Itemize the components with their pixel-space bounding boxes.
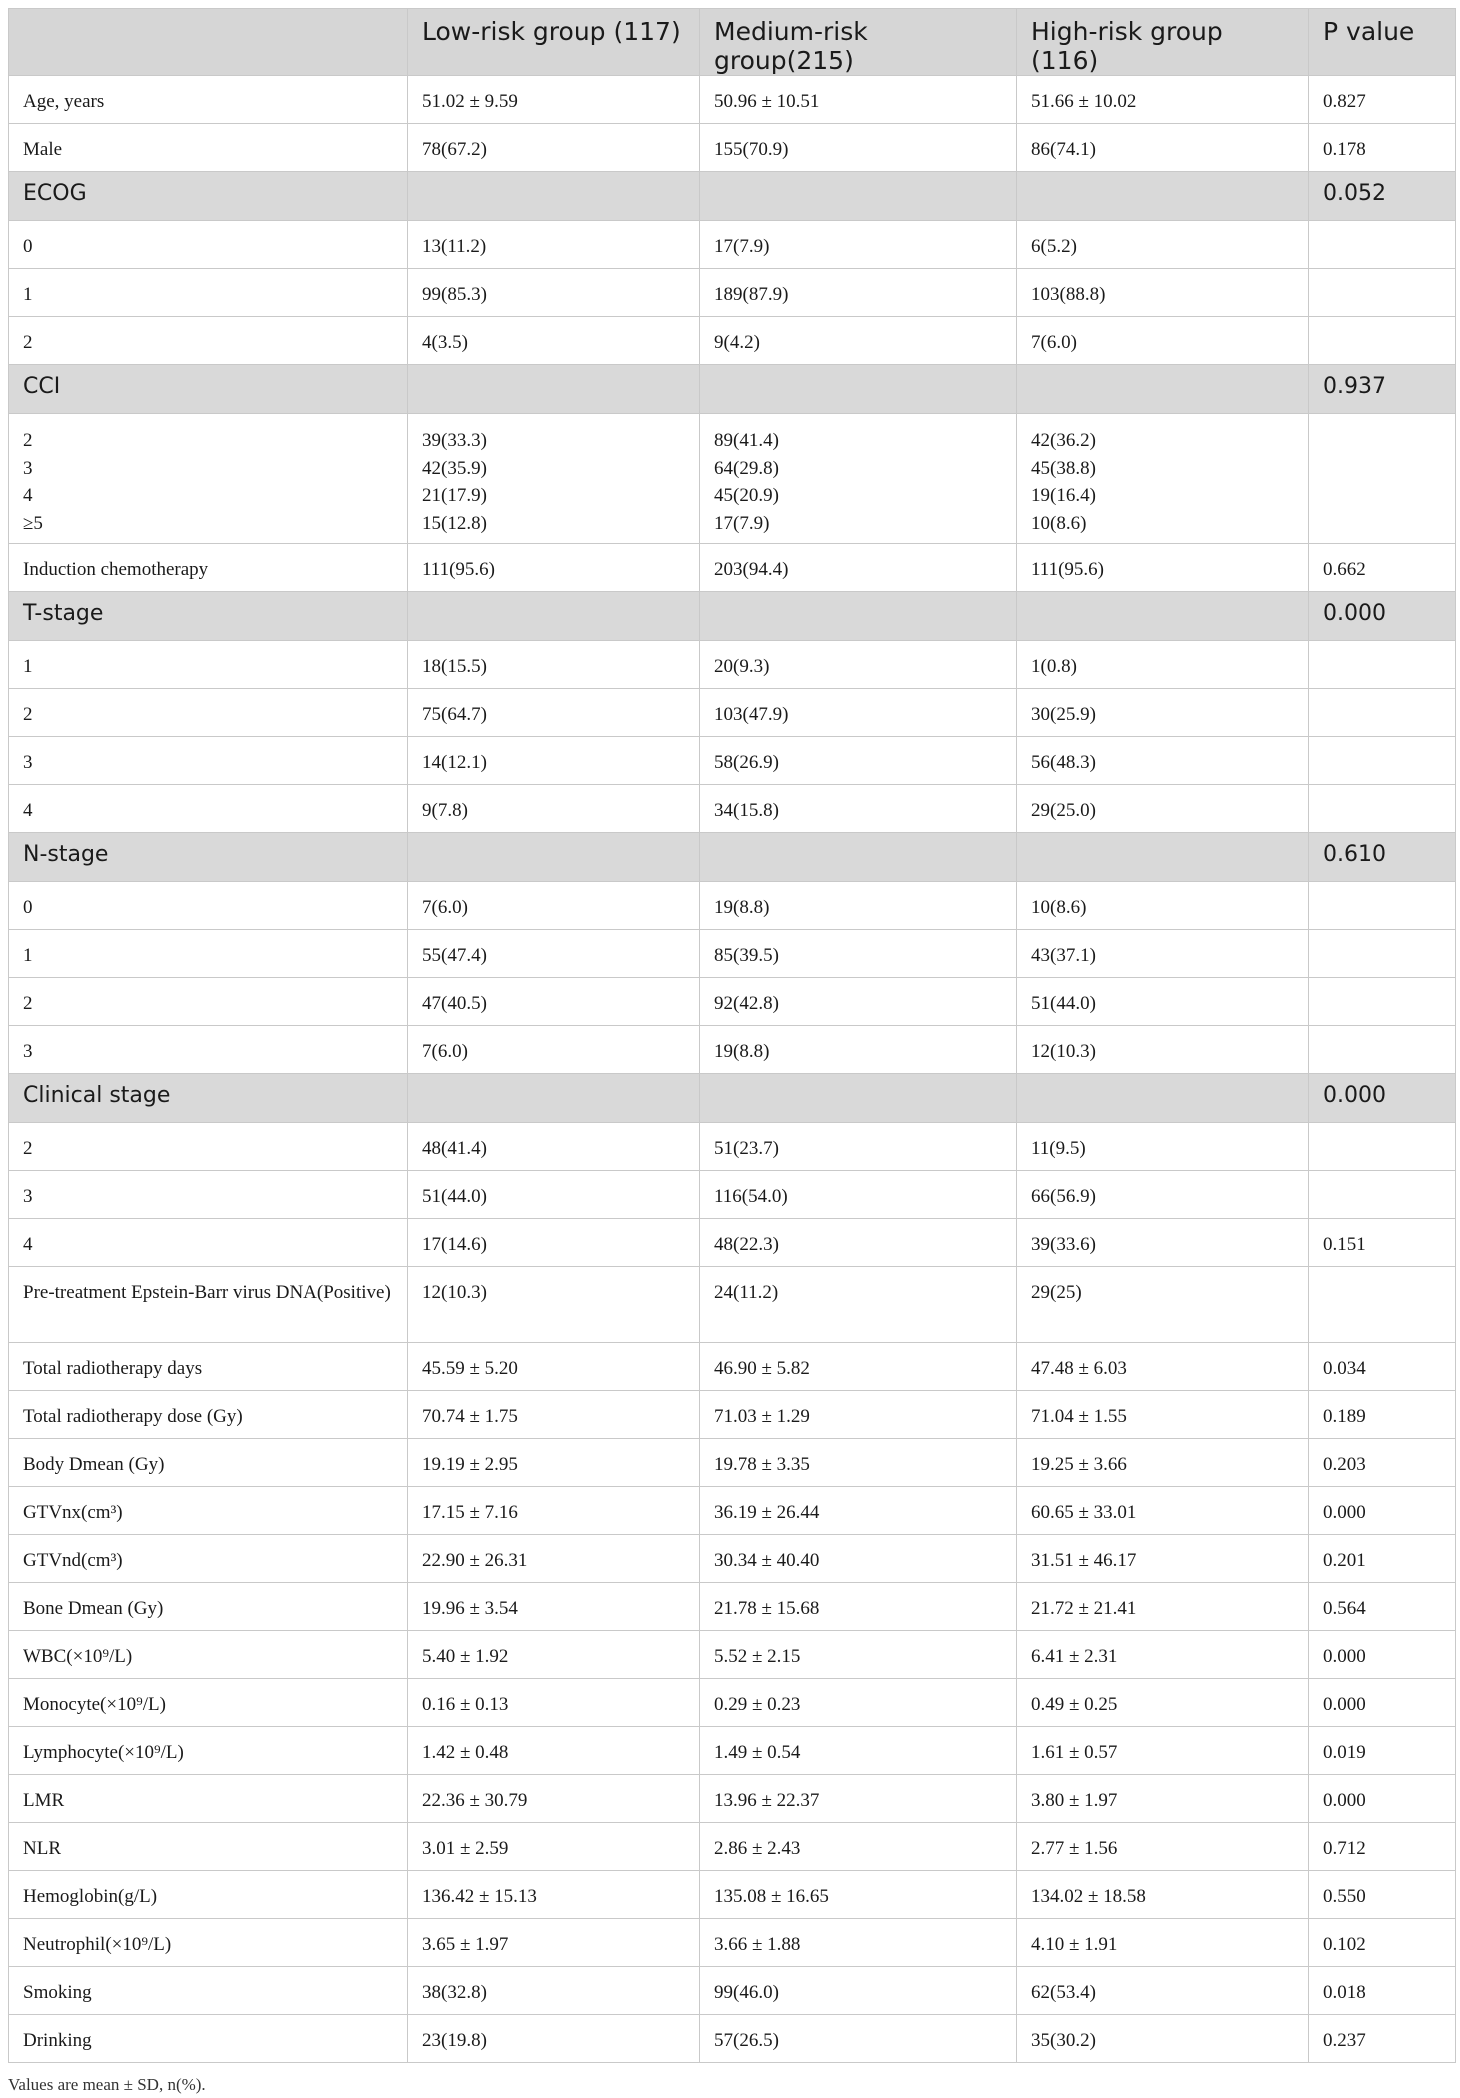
p-value-cell: 0.000 [1309, 1487, 1456, 1535]
table-row [9, 2015, 1456, 2063]
low-risk-cell [408, 414, 700, 544]
variable-cell: Total radiotherapy dose (Gy) [9, 1391, 408, 1439]
cell-line: 3 [23, 457, 33, 479]
p-value-cell [1309, 414, 1456, 544]
medium-risk-cell: 3.66 ± 1.88 [700, 1919, 1017, 1967]
variable-cell: NLR [9, 1823, 408, 1871]
table-row [9, 1391, 1456, 1439]
variable-cell: Hemoglobin(g/L) [9, 1871, 408, 1919]
section-row [9, 833, 1456, 882]
cell-line: ≥5 [23, 512, 43, 534]
high-risk-cell: 39(33.6) [1017, 1219, 1309, 1267]
medium-risk-cell: 50.96 ± 10.51 [700, 76, 1017, 124]
p-value-cell [1309, 641, 1456, 689]
variable-cell: 2 [9, 978, 408, 1026]
table-row [9, 1439, 1456, 1487]
table-row [9, 1219, 1456, 1267]
medium-risk-cell: 189(87.9) [700, 269, 1017, 317]
table-row [9, 1775, 1456, 1823]
high-risk-cell: 21.72 ± 21.41 [1017, 1583, 1309, 1631]
high-risk-cell [1017, 1074, 1309, 1123]
variable-cell: Monocyte(×10⁹/L) [9, 1679, 408, 1727]
table-row [9, 76, 1456, 124]
header-variable [9, 9, 408, 76]
p-value-cell [1309, 737, 1456, 785]
variable-cell: GTVnx(cm³) [9, 1487, 408, 1535]
high-risk-cell: 47.48 ± 6.03 [1017, 1343, 1309, 1391]
high-risk-cell: 11(9.5) [1017, 1123, 1309, 1171]
high-risk-cell: 1(0.8) [1017, 641, 1309, 689]
p-value-cell [1309, 317, 1456, 365]
variable-cell: Body Dmean (Gy) [9, 1439, 408, 1487]
medium-risk-cell [700, 414, 1017, 544]
variable-cell: Clinical stage [9, 1074, 408, 1123]
high-risk-cell: 0.49 ± 0.25 [1017, 1679, 1309, 1727]
low-risk-cell: 99(85.3) [408, 269, 700, 317]
table-header-row [9, 9, 1456, 76]
table-row [9, 544, 1456, 592]
medium-risk-cell [700, 365, 1017, 414]
table-row [9, 1871, 1456, 1919]
variable-cell: ECOG [9, 172, 408, 221]
p-value-cell [1309, 1171, 1456, 1219]
low-risk-cell: 22.36 ± 30.79 [408, 1775, 700, 1823]
high-risk-cell: 6(5.2) [1017, 221, 1309, 269]
medium-risk-cell: 58(26.9) [700, 737, 1017, 785]
low-risk-cell: 19.96 ± 3.54 [408, 1583, 700, 1631]
high-risk-cell: 51(44.0) [1017, 978, 1309, 1026]
medium-risk-cell: 103(47.9) [700, 689, 1017, 737]
variable-cell: Age, years [9, 76, 408, 124]
medium-risk-cell: 5.52 ± 2.15 [700, 1631, 1017, 1679]
high-risk-cell: 60.65 ± 33.01 [1017, 1487, 1309, 1535]
low-risk-cell: 3.65 ± 1.97 [408, 1919, 700, 1967]
variable-cell: 4 [9, 785, 408, 833]
variable-cell: Neutrophil(×10⁹/L) [9, 1919, 408, 1967]
table-row [9, 1026, 1456, 1074]
variable-cell: LMR [9, 1775, 408, 1823]
low-risk-cell: 51(44.0) [408, 1171, 700, 1219]
high-risk-cell [1017, 414, 1309, 544]
header-high-risk: High-risk group (116) [1017, 9, 1309, 76]
table-row [9, 1171, 1456, 1219]
variable-cell: 2 [9, 1123, 408, 1171]
medium-risk-cell: 135.08 ± 16.65 [700, 1871, 1017, 1919]
medium-risk-cell: 2.86 ± 2.43 [700, 1823, 1017, 1871]
variable-cell: 0 [9, 221, 408, 269]
medium-risk-cell: 36.19 ± 26.44 [700, 1487, 1017, 1535]
high-risk-cell: 56(48.3) [1017, 737, 1309, 785]
p-value-cell: 0.034 [1309, 1343, 1456, 1391]
p-value-cell [1309, 689, 1456, 737]
medium-risk-cell: 51(23.7) [700, 1123, 1017, 1171]
medium-risk-cell: 48(22.3) [700, 1219, 1017, 1267]
variable-cell: 3 [9, 1026, 408, 1074]
high-risk-cell: 31.51 ± 46.17 [1017, 1535, 1309, 1583]
p-value-cell [1309, 1267, 1456, 1343]
p-value-cell: 0.203 [1309, 1439, 1456, 1487]
variable-cell: 2 [9, 317, 408, 365]
p-value-cell: 0.201 [1309, 1535, 1456, 1583]
table-row [9, 269, 1456, 317]
cell-line: 42(36.2) [1031, 430, 1096, 451]
medium-risk-cell: 85(39.5) [700, 930, 1017, 978]
high-risk-cell: 111(95.6) [1017, 544, 1309, 592]
high-risk-cell [1017, 365, 1309, 414]
high-risk-cell: 62(53.4) [1017, 1967, 1309, 2015]
low-risk-cell: 3.01 ± 2.59 [408, 1823, 700, 1871]
medium-risk-cell: 13.96 ± 22.37 [700, 1775, 1017, 1823]
low-risk-cell: 13(11.2) [408, 221, 700, 269]
low-risk-cell: 78(67.2) [408, 124, 700, 172]
low-risk-cell: 23(19.8) [408, 2015, 700, 2063]
table-row [9, 689, 1456, 737]
characteristics-table [8, 8, 1456, 2063]
table-row [9, 1123, 1456, 1171]
cell-line: 4 [23, 485, 33, 506]
variable-cell: 3 [9, 737, 408, 785]
medium-risk-cell: 20(9.3) [700, 641, 1017, 689]
variable-cell: Male [9, 124, 408, 172]
low-risk-cell [408, 1074, 700, 1123]
low-risk-cell: 51.02 ± 9.59 [408, 76, 700, 124]
low-risk-cell: 5.40 ± 1.92 [408, 1631, 700, 1679]
medium-risk-cell: 57(26.5) [700, 2015, 1017, 2063]
table-container [8, 8, 1455, 2095]
table-row [9, 1967, 1456, 2015]
table-row [9, 317, 1456, 365]
p-value-cell [1309, 221, 1456, 269]
table-row [9, 641, 1456, 689]
p-value-cell: 0.019 [1309, 1727, 1456, 1775]
cell-line: 19(16.4) [1031, 485, 1096, 506]
section-row [9, 172, 1456, 221]
cell-line: 45(38.8) [1031, 457, 1096, 479]
cell-line: 64(29.8) [714, 457, 779, 479]
variable-cell: CCI [9, 365, 408, 414]
low-risk-cell: 111(95.6) [408, 544, 700, 592]
variable-cell: Smoking [9, 1967, 408, 2015]
high-risk-cell: 86(74.1) [1017, 124, 1309, 172]
variable-cell: Bone Dmean (Gy) [9, 1583, 408, 1631]
medium-risk-cell: 155(70.9) [700, 124, 1017, 172]
low-risk-cell: 136.42 ± 15.13 [408, 1871, 700, 1919]
variable-cell: GTVnd(cm³) [9, 1535, 408, 1583]
table-row [9, 978, 1456, 1026]
table-row [9, 737, 1456, 785]
high-risk-cell [1017, 172, 1309, 221]
section-row [9, 365, 1456, 414]
table-row [9, 1823, 1456, 1871]
cell-line: 17(7.9) [714, 512, 770, 534]
high-risk-cell [1017, 833, 1309, 882]
low-risk-cell [408, 172, 700, 221]
variable-cell: 4 [9, 1219, 408, 1267]
p-value-cell: 0.189 [1309, 1391, 1456, 1439]
variable-cell: Drinking [9, 2015, 408, 2063]
header-p-value: P value [1309, 9, 1456, 76]
p-value-cell: 0.937 [1309, 365, 1456, 414]
table-footnote: Values are mean ± SD, n(%). [8, 2075, 206, 2094]
low-risk-cell: 9(7.8) [408, 785, 700, 833]
table-row [9, 1343, 1456, 1391]
high-risk-cell: 12(10.3) [1017, 1026, 1309, 1074]
p-value-cell [1309, 882, 1456, 930]
variable-cell: 3 [9, 1171, 408, 1219]
table-row [9, 1583, 1456, 1631]
low-risk-cell: 75(64.7) [408, 689, 700, 737]
high-risk-cell: 71.04 ± 1.55 [1017, 1391, 1309, 1439]
high-risk-cell: 29(25) [1017, 1267, 1309, 1343]
high-risk-cell: 2.77 ± 1.56 [1017, 1823, 1309, 1871]
p-value-cell: 0.000 [1309, 1631, 1456, 1679]
variable-cell: Total radiotherapy days [9, 1343, 408, 1391]
p-value-cell: 0.827 [1309, 76, 1456, 124]
p-value-cell [1309, 1026, 1456, 1074]
table-row [9, 930, 1456, 978]
medium-risk-cell: 19(8.8) [700, 882, 1017, 930]
high-risk-cell: 51.66 ± 10.02 [1017, 76, 1309, 124]
low-risk-cell: 38(32.8) [408, 1967, 700, 2015]
p-value-cell: 0.151 [1309, 1219, 1456, 1267]
low-risk-cell: 1.42 ± 0.48 [408, 1727, 700, 1775]
p-value-cell: 0.000 [1309, 1679, 1456, 1727]
low-risk-cell [408, 592, 700, 641]
medium-risk-cell: 116(54.0) [700, 1171, 1017, 1219]
high-risk-cell: 1.61 ± 0.57 [1017, 1727, 1309, 1775]
medium-risk-cell [700, 833, 1017, 882]
p-value-cell: 0.000 [1309, 592, 1456, 641]
table-row [9, 785, 1456, 833]
low-risk-cell: 48(41.4) [408, 1123, 700, 1171]
variable-cell: WBC(×10⁹/L) [9, 1631, 408, 1679]
high-risk-cell: 30(25.9) [1017, 689, 1309, 737]
medium-risk-cell: 92(42.8) [700, 978, 1017, 1026]
cell-line: 10(8.6) [1031, 512, 1087, 534]
cell-line: 21(17.9) [422, 485, 487, 506]
p-value-cell: 0.178 [1309, 124, 1456, 172]
high-risk-cell: 103(88.8) [1017, 269, 1309, 317]
variable-cell: 2 [9, 689, 408, 737]
table-row [9, 221, 1456, 269]
table-row [9, 1487, 1456, 1535]
p-value-cell: 0.237 [1309, 2015, 1456, 2063]
p-value-cell [1309, 785, 1456, 833]
high-risk-cell: 4.10 ± 1.91 [1017, 1919, 1309, 1967]
p-value-cell: 0.610 [1309, 833, 1456, 882]
table-row [9, 1535, 1456, 1583]
high-risk-cell: 43(37.1) [1017, 930, 1309, 978]
p-value-cell: 0.000 [1309, 1074, 1456, 1123]
p-value-cell: 0.102 [1309, 1919, 1456, 1967]
header-medium-risk: Medium-risk group(215) [700, 9, 1017, 76]
low-risk-cell: 12(10.3) [408, 1267, 700, 1343]
medium-risk-cell: 21.78 ± 15.68 [700, 1583, 1017, 1631]
high-risk-cell [1017, 592, 1309, 641]
medium-risk-cell: 30.34 ± 40.40 [700, 1535, 1017, 1583]
table-row [9, 1727, 1456, 1775]
variable-cell: Induction chemotherapy [9, 544, 408, 592]
cell-line: 42(35.9) [422, 457, 487, 479]
low-risk-cell: 4(3.5) [408, 317, 700, 365]
high-risk-cell: 66(56.9) [1017, 1171, 1309, 1219]
medium-risk-cell: 19(8.8) [700, 1026, 1017, 1074]
cell-line: 45(20.9) [714, 485, 779, 506]
high-risk-cell: 35(30.2) [1017, 2015, 1309, 2063]
high-risk-cell: 29(25.0) [1017, 785, 1309, 833]
table-row [9, 1631, 1456, 1679]
p-value-cell: 0.550 [1309, 1871, 1456, 1919]
cell-line: 39(33.3) [422, 430, 487, 451]
medium-risk-cell [700, 592, 1017, 641]
p-value-cell: 0.712 [1309, 1823, 1456, 1871]
table-row [9, 414, 1456, 544]
variable-cell: N-stage [9, 833, 408, 882]
high-risk-cell: 3.80 ± 1.97 [1017, 1775, 1309, 1823]
medium-risk-cell [700, 1074, 1017, 1123]
table-body [9, 76, 1456, 2063]
variable-cell: 1 [9, 930, 408, 978]
low-risk-cell [408, 365, 700, 414]
high-risk-cell: 6.41 ± 2.31 [1017, 1631, 1309, 1679]
medium-risk-cell: 0.29 ± 0.23 [700, 1679, 1017, 1727]
cell-line: 2 [23, 430, 33, 451]
high-risk-cell: 134.02 ± 18.58 [1017, 1871, 1309, 1919]
section-row [9, 1074, 1456, 1123]
medium-risk-cell: 71.03 ± 1.29 [700, 1391, 1017, 1439]
variable-cell: Lymphocyte(×10⁹/L) [9, 1727, 408, 1775]
low-risk-cell: 14(12.1) [408, 737, 700, 785]
table-row [9, 124, 1456, 172]
low-risk-cell: 19.19 ± 2.95 [408, 1439, 700, 1487]
high-risk-cell: 7(6.0) [1017, 317, 1309, 365]
medium-risk-cell [700, 172, 1017, 221]
variable-cell [9, 414, 408, 544]
variable-cell: 1 [9, 269, 408, 317]
low-risk-cell: 70.74 ± 1.75 [408, 1391, 700, 1439]
low-risk-cell: 7(6.0) [408, 1026, 700, 1074]
table-row [9, 1679, 1456, 1727]
low-risk-cell [408, 833, 700, 882]
low-risk-cell: 7(6.0) [408, 882, 700, 930]
p-value-cell: 0.000 [1309, 1775, 1456, 1823]
variable-cell: T-stage [9, 592, 408, 641]
table-row [9, 882, 1456, 930]
low-risk-cell: 17(14.6) [408, 1219, 700, 1267]
medium-risk-cell: 99(46.0) [700, 1967, 1017, 2015]
cell-line: 89(41.4) [714, 430, 779, 451]
low-risk-cell: 0.16 ± 0.13 [408, 1679, 700, 1727]
p-value-cell: 0.564 [1309, 1583, 1456, 1631]
low-risk-cell: 22.90 ± 26.31 [408, 1535, 700, 1583]
p-value-cell [1309, 269, 1456, 317]
low-risk-cell: 17.15 ± 7.16 [408, 1487, 700, 1535]
low-risk-cell: 47(40.5) [408, 978, 700, 1026]
p-value-cell [1309, 1123, 1456, 1171]
cell-line: 15(12.8) [422, 512, 487, 534]
p-value-cell: 0.018 [1309, 1967, 1456, 2015]
medium-risk-cell: 203(94.4) [700, 544, 1017, 592]
variable-cell: Pre-treatment Epstein-Barr virus DNA(Positive) [9, 1267, 408, 1343]
medium-risk-cell: 1.49 ± 0.54 [700, 1727, 1017, 1775]
medium-risk-cell: 19.78 ± 3.35 [700, 1439, 1017, 1487]
medium-risk-cell: 17(7.9) [700, 221, 1017, 269]
table-row [9, 1919, 1456, 1967]
low-risk-cell: 55(47.4) [408, 930, 700, 978]
variable-cell: 0 [9, 882, 408, 930]
p-value-cell: 0.662 [1309, 544, 1456, 592]
section-row [9, 592, 1456, 641]
low-risk-cell: 45.59 ± 5.20 [408, 1343, 700, 1391]
table-row [9, 1267, 1456, 1343]
p-value-cell: 0.052 [1309, 172, 1456, 221]
high-risk-cell: 19.25 ± 3.66 [1017, 1439, 1309, 1487]
medium-risk-cell: 24(11.2) [700, 1267, 1017, 1343]
high-risk-cell: 10(8.6) [1017, 882, 1309, 930]
header-low-risk: Low-risk group (117) [408, 9, 700, 76]
medium-risk-cell: 34(15.8) [700, 785, 1017, 833]
medium-risk-cell: 9(4.2) [700, 317, 1017, 365]
p-value-cell [1309, 978, 1456, 1026]
p-value-cell [1309, 930, 1456, 978]
medium-risk-cell: 46.90 ± 5.82 [700, 1343, 1017, 1391]
low-risk-cell: 18(15.5) [408, 641, 700, 689]
variable-cell: 1 [9, 641, 408, 689]
